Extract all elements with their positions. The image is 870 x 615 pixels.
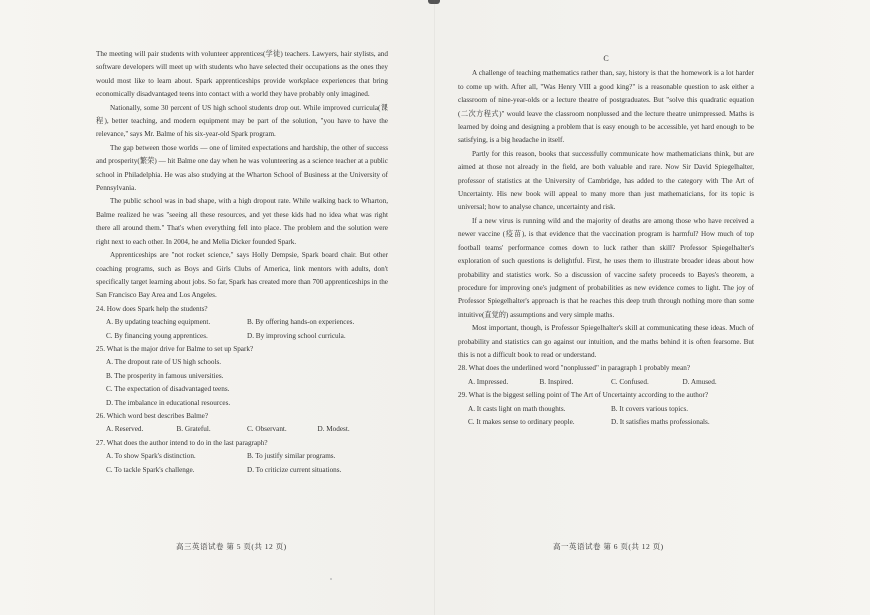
option-b: B. The prosperity in famous universities. — [106, 371, 224, 380]
page-footer-right: 高一英语试卷 第 6 页(共 12 页) — [553, 542, 664, 551]
scan-speck — [330, 578, 332, 580]
option-c: C. It makes sense to ordinary people. — [468, 417, 575, 426]
option-d: D. The imbalance in educational resources. — [106, 398, 231, 407]
left-paragraph-1: The meeting will pair students with volunteer apprentices(学徒) teachers. Lawyers, hair stylists, and software developers will meet up with students who have selected their occupations as the ones they would most like to learn about. Spark apprenticeships provide workplace experiences that bring economically disadvantaged teens into contact with a world they have probably only imagined. — [96, 50, 388, 99]
right-paragraph-3: If a new virus is running wild and the majority of deaths are among those who have received a newer vaccine (疫苗), is that evidence that the vaccination program is harmful? How much of top football teams' performance comes down to luck rather than skill? Professor Spiegelhalter's exploration of such questions is delightful. First, he uses them to illustrate broader ideas about how probability and statistics work. So a discussion of vaccine safety proceeds to Bayes's theorem, a procedure for improving one's judgment of probabilities as new evidence comes to light. The joy of Professor Spiegelhalter's approach is that he reaches this deep truth through nothing more than some intuitive(直觉的) assumptions and very simple maths. — [458, 216, 754, 319]
option-d: D. To criticize current situations. — [247, 465, 342, 474]
right-paragraph-1: A challenge of teaching mathematics rather than, say, history is that the homework is a lot harder to come up with. After all, "Was Henry VIII a good king?" is a reasonable question to ask either a classroom of nine-year-olds or a lecture theatre of postgraduates. But "solve this quadratic equation (二次方程式)" would leave the classroom nonplussed and the lecture theatre unimpressed. Maths is learned by doing and designing a problem that is easy enough to be accessible, yet hard enough to be satisfying, is a big headache in itself. — [458, 69, 754, 145]
option-d: D. It satisfies maths professionals. — [611, 417, 710, 426]
question-stem: 24. How does Spark help the students? — [96, 304, 208, 313]
option-a: A. The dropout rate of US high schools. — [106, 358, 222, 367]
option-b: B. By offering hands-on experiences. — [247, 318, 355, 327]
left-page — [96, 48, 388, 477]
right-paragraph-2: Partly for this reason, books that successfully communicate how mathematicians think, but are aimed at those not already in the field, are both valuable and rare. Now Sir David Spiegelhalter, professor of statistics at the University of Cambridge, has added to the category with The Art of Uncertainty. His new book will appeal to many more than just mathematicians, for its topic is universal; how to analyse chance, uncertainty and risk. — [458, 149, 754, 212]
option-b: B. It covers various topics. — [611, 404, 689, 413]
page-footer-left: 高三英语试卷 第 5 页(共 12 页) — [176, 542, 287, 551]
option-a: A. It casts light on math thoughts. — [468, 404, 566, 413]
left-paragraph-3: The gap between those worlds — one of limited expectations and hardship, the other of success and prosperity(繁荣) — hit Balme one day when he was volunteering as a science teacher at a public school in Philadelphia. He was also studying at the Wharton School of Business at the University of Pennsylvania. — [96, 143, 388, 193]
option-c: C. Confused. — [611, 377, 649, 386]
option-a: A. Impressed. — [468, 377, 509, 386]
options — [96, 450, 388, 477]
option-c: C. By financing young apprentices. — [106, 331, 208, 340]
left-paragraph-4: The public school was in bad shape, with a high dropout rate. While walking back to Wharton, Balme realized he was "seeing all these resources, and yet these kids had no idea what was right there all around them." That's when everything fell into place. The problem and the solution were right next to each other. In 2004, he and Melia Dicker founded Spark. — [96, 197, 388, 246]
question-stem: 29. What is the biggest selling point of The Art of Uncertainty according to the author? — [458, 391, 709, 400]
option-b: B. To justify similar programs. — [247, 452, 336, 461]
question-stem: 28. What does the underlined word "nonplussed" in paragraph 1 probably mean? — [458, 364, 691, 373]
option-c: C. Observant. — [247, 425, 287, 434]
option-a: A. To show Spark's distinction. — [106, 452, 196, 461]
option-d: D. By improving school curricula. — [247, 331, 346, 340]
option-c: C. The expectation of disadvantaged teens. — [106, 385, 230, 394]
left-paragraph-2: Nationally, some 30 percent of US high school students drop out. While improved curricula(课程), better teaching, and modern equipment may be part of the solution, "you have to have the relevance," says Mr. Balme of his six-year-old Spark program. — [96, 103, 388, 139]
question-28 — [458, 362, 754, 389]
option-d: D. Amused. — [682, 377, 717, 386]
question-24 — [96, 303, 388, 343]
option-d: D. Modest. — [317, 425, 350, 434]
options — [96, 423, 388, 436]
option-a: A. By updating teaching equipment. — [106, 318, 211, 327]
question-stem: 26. Which word best describes Balme? — [96, 411, 209, 420]
option-b: B. Grateful. — [176, 425, 211, 434]
page-fold — [434, 0, 435, 615]
left-paragraph-5: Apprenticeships are "not rocket science," says Holly Dempsie, Spark board chair. But other coaching programs, such as Boys and Girls Clubs of America, link mentors with adults, don't specifically target learning about jobs. So far, Spark has created more than 700 apprenticeships in the San Francisco Bay Area and Los Angeles. — [96, 251, 388, 300]
section-title: C — [603, 54, 609, 63]
options — [458, 403, 754, 430]
question-27 — [96, 437, 388, 477]
question-stem: 27. What does the author intend to do in the last paragraph? — [96, 438, 268, 447]
options — [96, 316, 388, 343]
option-c: C. To tackle Spark's challenge. — [106, 465, 195, 474]
options — [458, 376, 754, 389]
right-page — [458, 52, 754, 429]
option-a: A. Reserved. — [106, 425, 144, 434]
question-25 — [96, 343, 388, 410]
question-26 — [96, 410, 388, 437]
question-stem: 25. What is the major drive for Balme to set up Spark? — [96, 344, 254, 353]
right-paragraph-4: Most important, though, is Professor Spiegelhalter's skill at communicating these ideas. Much of probability and statistics can go against our intuition, and the maths behind it is often fearsome. But this is not a difficult book to read or understand. — [458, 324, 754, 359]
question-29 — [458, 389, 754, 429]
option-b: B. Inspired. — [539, 377, 574, 386]
